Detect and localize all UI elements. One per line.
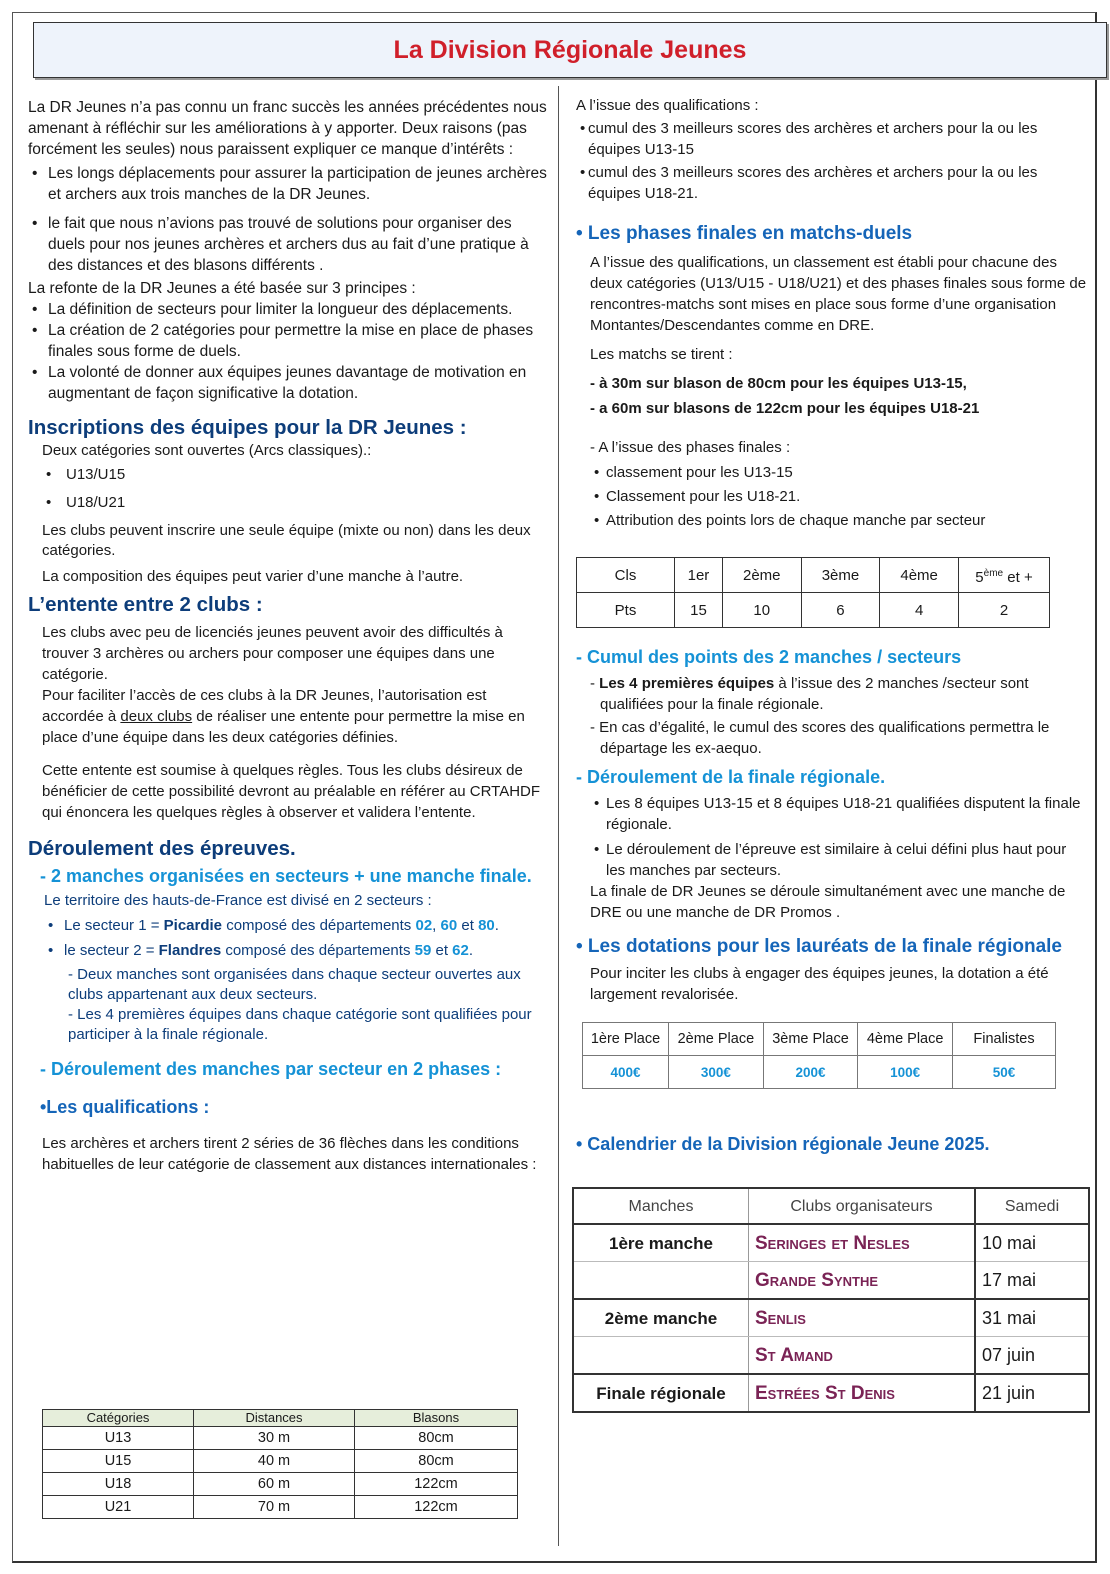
phases-list xyxy=(590,461,1088,533)
list-item: • le secteur 2 = Flandres composé des départements 59 et 62. xyxy=(44,938,548,963)
table-row: Cls 1er 2ème 3ème 4ème 5ème et + xyxy=(577,558,1050,593)
qualifications-heading: •Les qualifications : xyxy=(40,1097,210,1117)
list-item: • cumul des 3 meilleurs scores des archères et archers pour la ou les équipes U13-15 xyxy=(576,118,1088,160)
note-2: - Les 4 premières équipes dans chaque catégorie sont qualifiées pour participer à la finale régionale. xyxy=(68,1006,532,1043)
dotations-heading: • Les dotations pour les lauréats de la finale régionale xyxy=(576,936,1063,957)
phases-b2: - a 60m sur blasons de 122cm pour les équipes U18-21 xyxy=(590,400,980,417)
calendrier-heading: • Calendrier de la Division régionale Jeune 2025. xyxy=(576,1134,990,1154)
left-column xyxy=(28,97,548,1515)
cumul-p1: - Les 4 premières équipes à l’issue des 2 manches /secteur sont qualifiées pour la finale régionale. xyxy=(590,675,1029,713)
column-divider xyxy=(558,86,559,1546)
dotations-p: Pour inciter les clubs à engager des équipes jeunes, la dotation a été largement revalorisée. xyxy=(590,965,1049,1003)
entente-p3: Cette entente est soumise à quelques règles. Tous les clubs désireux de bénéficier de cette possibilité devront au préalable en référer au CRTAHDF qui énoncera les quelques règles à observer et validera l’entente. xyxy=(42,762,541,821)
table-header: Catégories xyxy=(43,1410,194,1427)
inscriptions-text: Deux catégories sont ouvertes (Arcs classiques).: xyxy=(42,442,372,459)
table-row: U15 40 m 80cm xyxy=(43,1450,518,1473)
list-item: • classement pour les U13-15 xyxy=(590,461,1088,485)
deroulement-sub1: - 2 manches organisées en secteurs + une manche finale. xyxy=(40,866,532,886)
list-item: • cumul des 3 meilleurs scores des archères et archers pour la ou les équipes U18-21. xyxy=(576,162,1088,204)
list-item: • La volonté de donner aux équipes jeunes davantage de motivation en augmentant de façon significative la dotation. xyxy=(28,362,548,404)
table-row: 1ère manche Seringes et Nesles 10 mai xyxy=(573,1224,1089,1262)
list-item: • Le déroulement de l’épreuve est similaire à celui défini plus haut pour les manches par secteurs. xyxy=(590,839,1088,881)
table-row: St Amand 07 juin xyxy=(573,1337,1089,1375)
deroulement-sub2: - Déroulement des manches par secteur en 2 phases : xyxy=(40,1059,502,1079)
list-item: • Classement pour les U18-21. xyxy=(590,485,1088,509)
phases-p2: Les matchs se tirent : xyxy=(590,346,733,363)
table-header: Blasons xyxy=(355,1410,518,1427)
list-item: • La création de 2 catégories pour permettre la mise en place de phases finales sous forme de duels. xyxy=(28,320,548,362)
list-item: • U13/U15 xyxy=(42,465,548,485)
table-row: 2ème manche Senlis 31 mai xyxy=(573,1299,1089,1337)
finale-list xyxy=(590,793,1088,881)
entente-heading: L’entente entre 2 clubs : xyxy=(28,593,263,616)
qualifications-text: Les archères et archers tirent 2 séries de 36 flèches dans les conditions habituelles de leur catégorie de classement aux distances internationales : xyxy=(42,1135,537,1173)
list-item: • Le secteur 1 = Picardie composé des départements 02, 60 et 80. xyxy=(44,913,548,938)
deroulement-heading: Déroulement des épreuves. xyxy=(28,837,296,860)
qual-intro: A l’issue des qualifications : xyxy=(576,97,759,114)
table-row: 400€ 300€ 200€ 100€ 50€ xyxy=(583,1056,1056,1089)
cumul-heading: - Cumul des points des 2 manches / secteurs xyxy=(576,647,962,667)
table-row: Manches Clubs organisateurs Samedi xyxy=(573,1188,1089,1224)
dotations-table xyxy=(582,1022,1056,1089)
distances-table xyxy=(42,1409,518,1519)
table-row: Finale régionale Estrées St Denis 21 juin xyxy=(573,1374,1089,1412)
table-row: Pts 15 10 6 4 2 xyxy=(577,593,1050,628)
entente-p2: Pour faciliter l’accès de ces clubs à la DR Jeunes, l’autorisation est accordée à deux clubs de réaliser une entente pour permettre la mise en place d’une équipe dans les deux catégories définies. xyxy=(42,687,525,746)
list-item: • Les 8 équipes U13-15 et 8 équipes U18-21 qualifiées disputent la finale régionale. xyxy=(590,793,1088,835)
table-row: 1ère Place 2ème Place 3ème Place 4ème Place Finalistes xyxy=(583,1023,1056,1056)
points-table xyxy=(576,557,1050,628)
reasons-list xyxy=(28,163,548,276)
list-item: • Attribution des points lors de chaque manche par secteur xyxy=(590,509,1088,533)
title-banner xyxy=(33,22,1107,78)
finale-heading: - Déroulement de la finale régionale. xyxy=(576,767,886,787)
phases-p3: - A l’issue des phases finales : xyxy=(590,439,791,456)
intro-paragraph: La DR Jeunes n’a pas connu un franc succès les années précédentes nous amenant à réfléchir sur les améliorations à y apporter. Deux raisons (pas forcément les seules) nous paraissent expliquer ce manque d’intérêts : xyxy=(28,99,547,158)
principles-intro: La refonte de la DR Jeunes a été basée sur 3 principes : xyxy=(28,280,416,297)
right-column xyxy=(576,97,1088,1404)
page-title: La Division Régionale Jeunes xyxy=(393,35,747,64)
note-1: - Deux manches sont organisées dans chaque secteur ouvertes aux clubs appartenant aux deux secteurs. xyxy=(68,966,521,1003)
list-item: • La définition de secteurs pour limiter la longueur des déplacements. xyxy=(28,299,548,320)
qual-list xyxy=(576,118,1088,204)
table-row: U21 70 m 122cm xyxy=(43,1496,518,1519)
table-row: U18 60 m 122cm xyxy=(43,1473,518,1496)
list-item: • U18/U21 xyxy=(42,493,548,513)
cumul-p2: - En cas d’égalité, le cumul des scores des qualifications permettra le départage les ex-aequo. xyxy=(590,719,1050,757)
inscriptions-heading: Inscriptions des équipes pour la DR Jeunes : xyxy=(28,416,467,439)
table-header: Distances xyxy=(194,1410,355,1427)
phases-p1: A l’issue des qualifications, un classement est établi pour chacune des deux catégories (U13/U15 - U18/U21) et des phases finales sous forme de rencontres-matchs sont mises en place sous forme d’une organisation Montantes/Descendantes comme en DRE. xyxy=(590,254,1087,334)
entente-p1: Les clubs avec peu de licenciés jeunes peuvent avoir des difficultés à trouver 3 archères ou archers pour composer une équipes dans une catégorie. xyxy=(42,624,503,683)
territoire-text: Le territoire des hauts-de-France est divisé en 2 secteurs : xyxy=(44,892,432,909)
table-row: Grande Synthe 17 mai xyxy=(573,1262,1089,1300)
secteurs-list xyxy=(44,913,548,963)
list-item: • le fait que nous n’avions pas trouvé de solutions pour organiser des duels pour nos jeunes archères et archers dus au fait d’une pratique à des distances et des blasons différents . xyxy=(28,213,548,276)
finale-p: La finale de DR Jeunes se déroule simultanément avec une manche de DRE ou une manche de DR Promos . xyxy=(590,883,1066,921)
phases-b1: - à 30m sur blason de 80cm pour les équipes U13-15, xyxy=(590,375,967,392)
categories-list xyxy=(42,465,548,513)
phases-heading: • Les phases finales en matchs-duels xyxy=(576,223,913,244)
inscriptions-p1: Les clubs peuvent inscrire une seule équipe (mixte ou non) dans les deux catégories. xyxy=(42,522,531,559)
principles-list xyxy=(28,299,548,404)
table-row: U13 30 m 80cm xyxy=(43,1427,518,1450)
inscriptions-p2: La composition des équipes peut varier d’une manche à l’autre. xyxy=(42,568,464,585)
list-item: • Les longs déplacements pour assurer la participation de jeunes archères et archers aux trois manches de la DR Jeunes. xyxy=(28,163,548,205)
calendar-table xyxy=(572,1187,1090,1413)
